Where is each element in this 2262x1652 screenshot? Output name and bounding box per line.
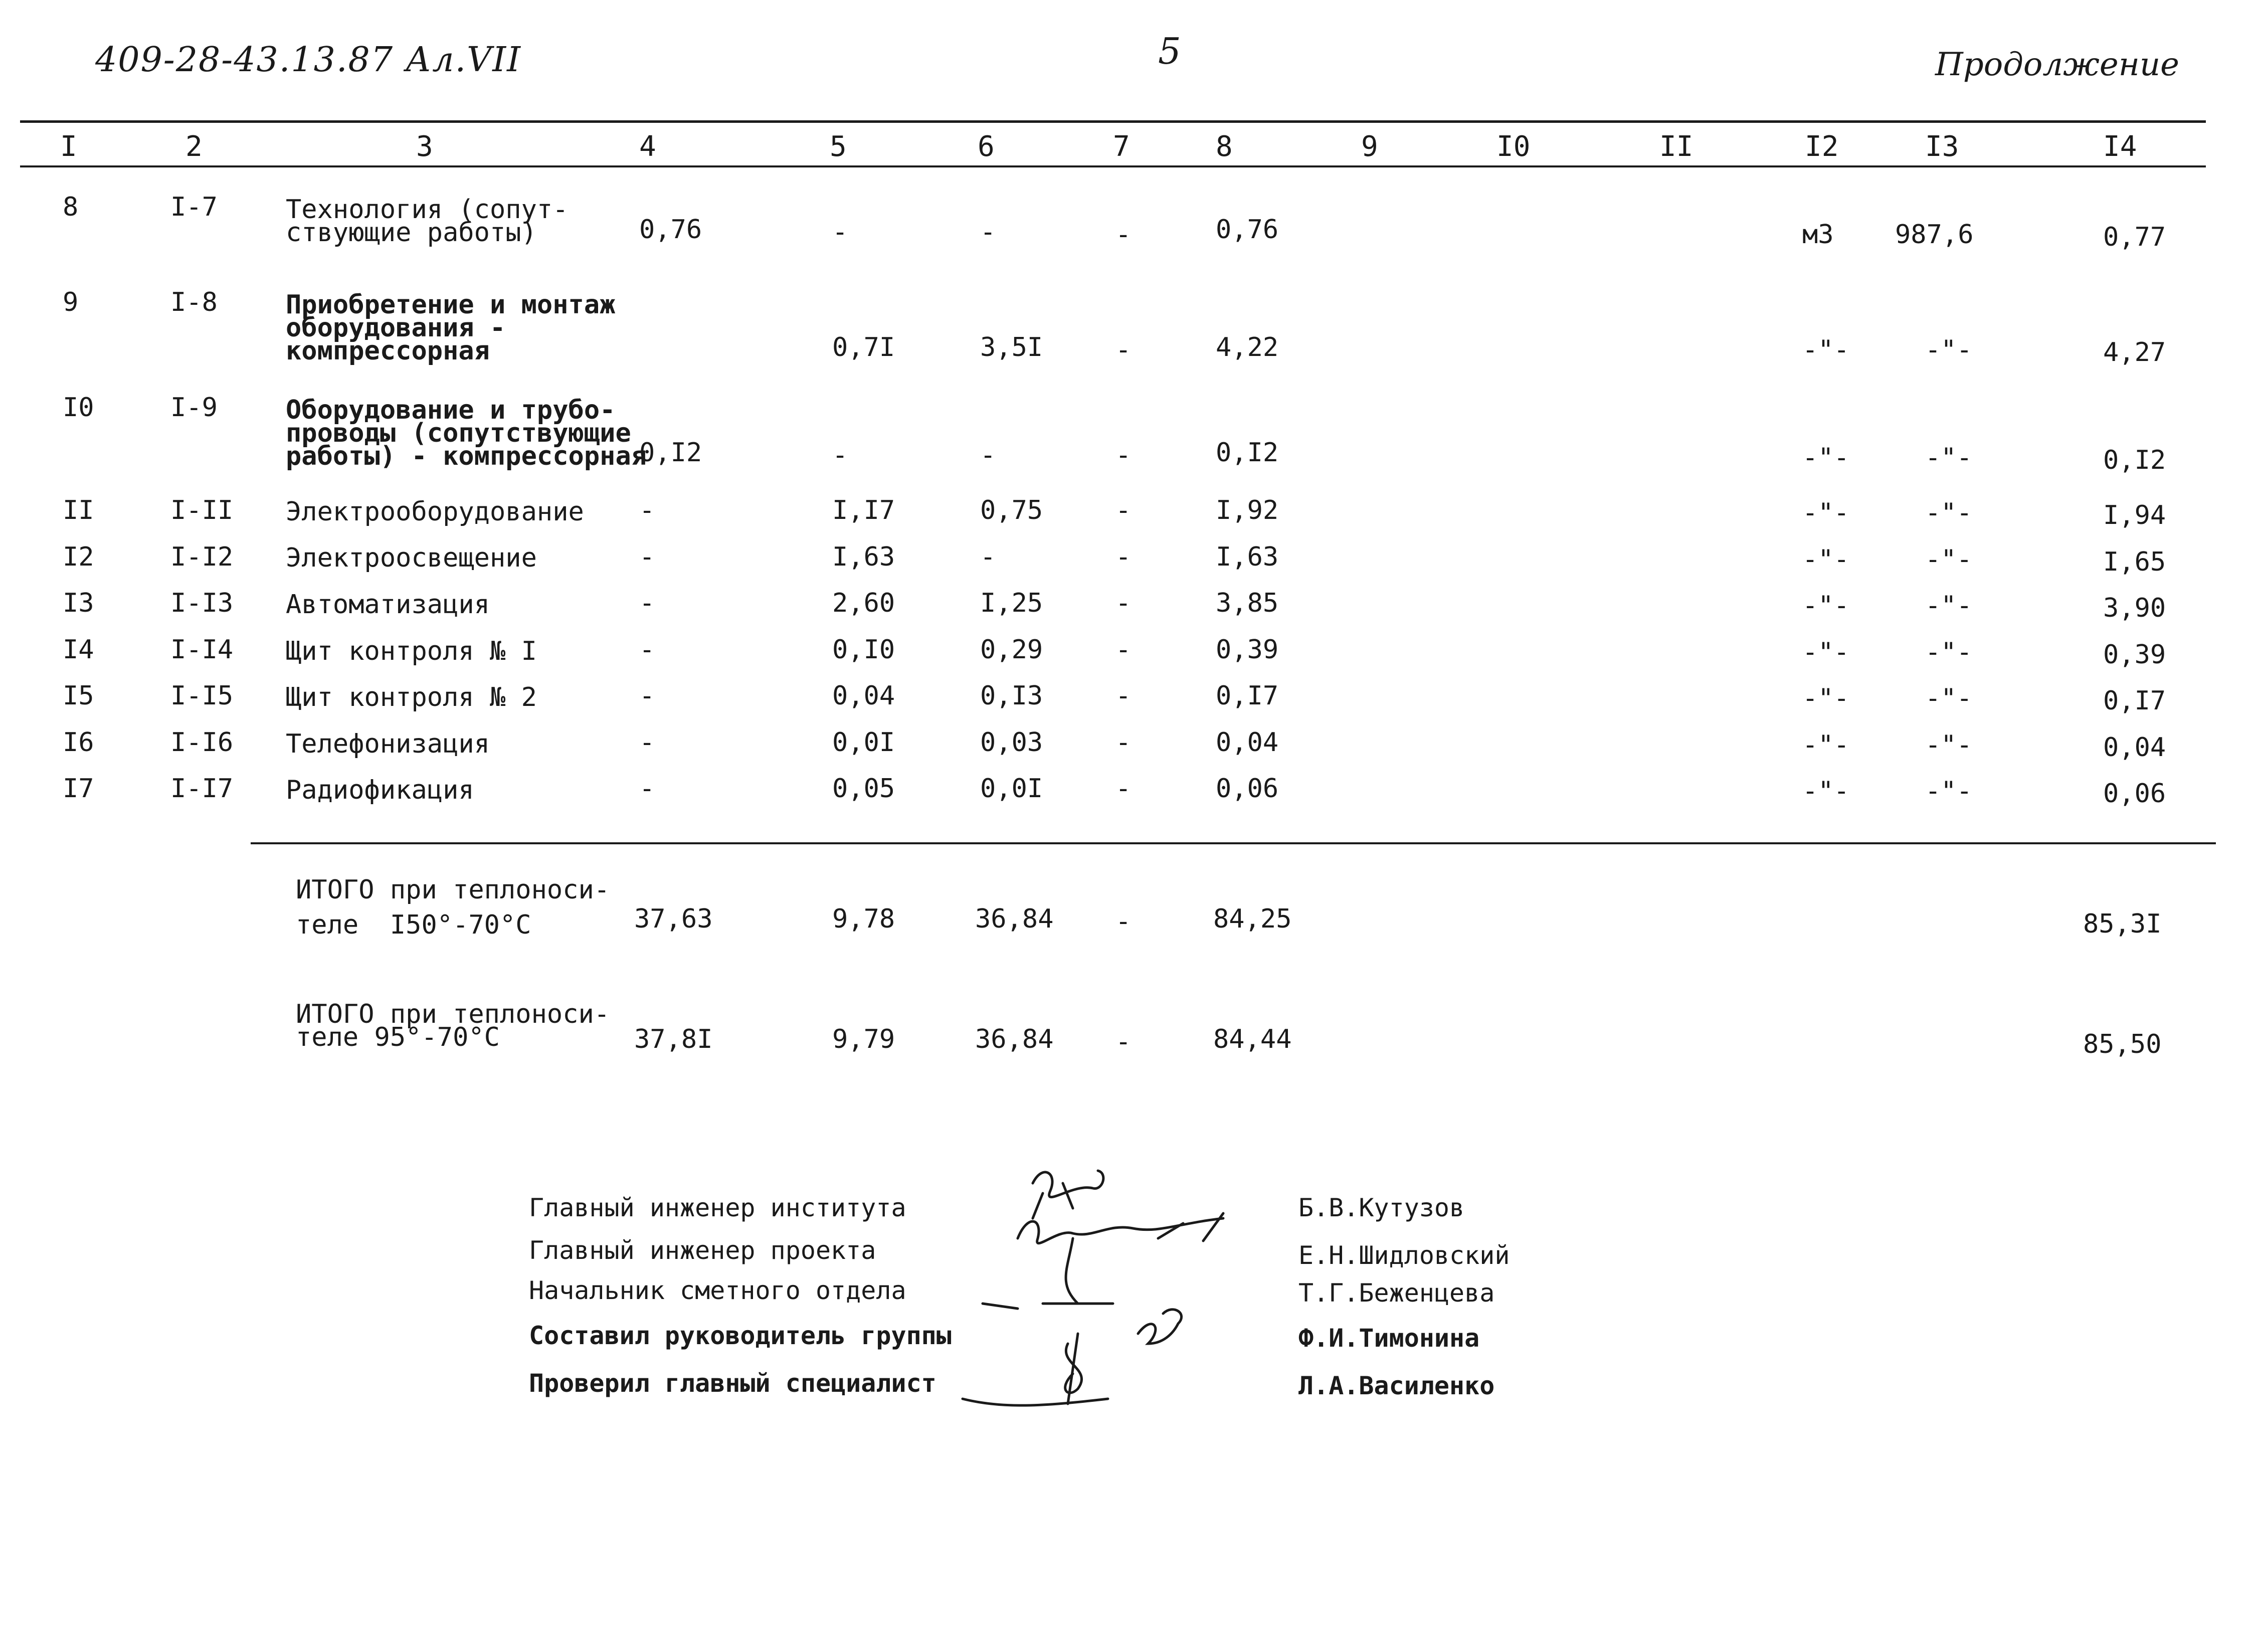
column-header: I	[60, 130, 77, 163]
total-col7: -	[1115, 906, 1132, 937]
cell-number: I0	[63, 393, 94, 423]
cell-description: Щит контроля № I	[286, 636, 537, 666]
cell-col5: 0,7I	[832, 332, 895, 362]
cell-col12: -"-	[1802, 591, 1849, 621]
cell-col4: 0,76	[639, 215, 702, 245]
column-header: 2	[185, 130, 203, 163]
cell-col8: 0,I7	[1216, 681, 1279, 711]
cell-number: I7	[63, 774, 94, 804]
cell-col4: -	[639, 774, 655, 804]
cell-col14: 0,04	[2103, 732, 2166, 763]
cell-number: 8	[63, 192, 79, 222]
cell-description: Электроосвещение	[286, 543, 537, 573]
column-header: I0	[1496, 130, 1531, 163]
signature-name: Б.В.Кутузов	[1298, 1193, 1465, 1222]
total-col6: 36,84	[975, 1024, 1054, 1054]
document-number: 409-28-43.13.87 Ал.VII	[95, 40, 521, 80]
cell-col14: 3,90	[2103, 593, 2166, 623]
cell-col8: I,63	[1216, 542, 1279, 572]
column-header: II	[1659, 130, 1693, 163]
cell-col6: 0,03	[980, 727, 1043, 758]
cell-col5: I,63	[832, 542, 895, 572]
cell-col12: -"-	[1802, 730, 1849, 760]
cell-col6: -	[980, 542, 996, 572]
cell-col4: -	[639, 635, 655, 665]
cell-col12: -"-	[1802, 776, 1849, 806]
cell-col8: 3,85	[1216, 588, 1279, 618]
cell-description: Электрооборудование	[286, 497, 584, 527]
signature-role: Начальник сметного отдела	[529, 1276, 906, 1305]
signature-name: Ф.И.Тимонина	[1298, 1324, 1480, 1353]
cell-col12: -"-	[1802, 335, 1849, 365]
signature-role: Главный инженер проекта	[529, 1236, 876, 1265]
cell-col7: -	[1115, 635, 1132, 665]
column-header: 4	[639, 130, 656, 163]
cell-col4: 0,I2	[639, 438, 702, 468]
column-header: I4	[2103, 130, 2137, 163]
cell-col6: 0,29	[980, 635, 1043, 665]
cell-col13: -"-	[1925, 498, 1972, 528]
cell-col7: -	[1115, 774, 1132, 804]
cell-col7: -	[1115, 588, 1132, 618]
cell-col5: 0,05	[832, 774, 895, 804]
signature-role: Проверил главный специалист	[529, 1369, 936, 1398]
totals-rule	[251, 842, 2216, 844]
cell-number: I5	[63, 681, 94, 711]
cell-col8: 0,04	[1216, 727, 1279, 758]
column-header: 6	[978, 130, 995, 163]
total-col8: 84,44	[1213, 1024, 1292, 1054]
cell-col13: -"-	[1925, 683, 1972, 713]
cell-col13: -"-	[1925, 730, 1972, 760]
continuation-label: Продолжение	[1935, 46, 2180, 83]
total-description: ИТОГО при теплоноси- теле I50°-70°С	[296, 875, 610, 940]
column-header: 8	[1216, 130, 1233, 163]
cell-col7: -	[1115, 440, 1132, 470]
cell-col4: -	[639, 727, 655, 758]
cell-col7: -	[1115, 495, 1132, 525]
cell-col12: -"-	[1802, 544, 1849, 575]
cell-col8: 0,06	[1216, 774, 1279, 804]
cell-description: Технология (сопут- ствующие работы)	[286, 195, 569, 248]
cell-col5: I,I7	[832, 495, 895, 525]
cell-number: I4	[63, 635, 94, 665]
total-col8: 84,25	[1213, 904, 1292, 934]
cell-description: Телефонизация	[286, 729, 490, 759]
cell-col12: м3	[1802, 220, 1834, 250]
column-header: 9	[1361, 130, 1378, 163]
cell-col5: 0,04	[832, 681, 895, 711]
cell-number: I3	[63, 588, 94, 618]
cell-col12: -"-	[1802, 443, 1849, 473]
cell-col13: -"-	[1925, 591, 1972, 621]
column-header: 5	[830, 130, 847, 163]
total-col7: -	[1115, 1027, 1132, 1057]
cell-col13: -"-	[1925, 335, 1972, 365]
total-col4: 37,8I	[634, 1024, 713, 1054]
cell-col4: -	[639, 495, 655, 525]
cell-code: I-I5	[170, 681, 234, 711]
total-col4: 37,63	[634, 904, 713, 934]
cell-code: I-II	[170, 495, 234, 525]
cell-col6: 3,5I	[980, 332, 1043, 362]
cell-number: I6	[63, 727, 94, 758]
cell-code: I-I3	[170, 588, 234, 618]
cell-col14: 0,06	[2103, 779, 2166, 809]
cell-col5: -	[832, 440, 848, 470]
cell-col4: -	[639, 542, 655, 572]
cell-number: I2	[63, 542, 94, 572]
cell-col14: I,65	[2103, 547, 2166, 577]
column-header: I3	[1925, 130, 1959, 163]
cell-col6: 0,75	[980, 495, 1043, 525]
cell-description: Оборудование и трубо- проводы (сопутствующие работы) - компрессорная	[286, 395, 647, 471]
cell-col7: -	[1115, 542, 1132, 572]
cell-col8: 0,I2	[1216, 438, 1279, 468]
cell-description: Радиофикация	[286, 775, 474, 805]
cell-code: I-9	[170, 393, 218, 423]
cell-col13: -"-	[1925, 776, 1972, 806]
total-col6: 36,84	[975, 904, 1054, 934]
cell-col8: I,92	[1216, 495, 1279, 525]
cell-col6: 0,0I	[980, 774, 1043, 804]
cell-col6: -	[980, 440, 996, 470]
cell-col12: -"-	[1802, 637, 1849, 667]
cell-col13: -"-	[1925, 544, 1972, 575]
cell-description: Автоматизация	[286, 590, 490, 620]
cell-code: I-I4	[170, 635, 234, 665]
total-col14: 85,3I	[2083, 909, 2162, 939]
cell-col12: -"-	[1802, 683, 1849, 713]
column-header: 7	[1113, 130, 1130, 163]
cell-col7: -	[1115, 681, 1132, 711]
cell-code: I-8	[170, 287, 218, 317]
cell-description: Приобретение и монтаж оборудования - компрессорная	[286, 290, 616, 366]
cell-col13: -"-	[1925, 637, 1972, 667]
cell-description: Щит контроля № 2	[286, 682, 537, 712]
cell-col6: I,25	[980, 588, 1043, 618]
cell-col4: -	[639, 588, 655, 618]
cell-col8: 4,22	[1216, 332, 1279, 362]
cell-col14: 4,27	[2103, 337, 2166, 368]
table-top-rule	[20, 120, 2206, 123]
total-col14: 85,50	[2083, 1029, 2162, 1059]
column-header: I2	[1805, 130, 1839, 163]
cell-col14: 0,77	[2103, 222, 2166, 252]
cell-number: II	[63, 495, 94, 525]
page-number: 5	[1158, 30, 1181, 72]
cell-col6: -	[980, 217, 996, 247]
handwritten-signatures	[942, 1153, 1263, 1414]
cell-col5: 0,0I	[832, 727, 895, 758]
cell-code: I-I2	[170, 542, 234, 572]
signature-name: Е.Н.Шидловский	[1298, 1241, 1510, 1270]
signature-name: Т.Г.Беженцева	[1298, 1278, 1495, 1308]
cell-col13: -"-	[1925, 443, 1972, 473]
cell-col13: 987,6	[1895, 220, 1974, 250]
cell-col6: 0,I3	[980, 681, 1043, 711]
cell-col5: 2,60	[832, 588, 895, 618]
cell-code: I-7	[170, 192, 218, 222]
cell-col4: -	[639, 681, 655, 711]
total-description: ИТОГО при теплоноси- теле 95°-70°С	[296, 999, 610, 1052]
cell-col7: -	[1115, 727, 1132, 758]
cell-col14: 0,39	[2103, 640, 2166, 670]
signature-name: Л.А.Василенко	[1298, 1371, 1495, 1400]
cell-col14: I,94	[2103, 500, 2166, 530]
cell-col14: 0,I7	[2103, 686, 2166, 716]
signature-role: Составил руководитель группы	[529, 1321, 952, 1350]
cell-number: 9	[63, 287, 79, 317]
column-header: 3	[416, 130, 433, 163]
cell-col5: -	[832, 217, 848, 247]
cell-col12: -"-	[1802, 498, 1849, 528]
cell-col14: 0,I2	[2103, 445, 2166, 475]
cell-col7: -	[1115, 335, 1132, 365]
total-col5: 9,78	[832, 904, 895, 934]
cell-col7: -	[1115, 220, 1132, 250]
header-bottom-rule	[20, 165, 2206, 167]
total-col5: 9,79	[832, 1024, 895, 1054]
cell-code: I-I7	[170, 774, 234, 804]
signature-role: Главный инженер института	[529, 1193, 906, 1222]
cell-col5: 0,I0	[832, 635, 895, 665]
cell-code: I-I6	[170, 727, 234, 758]
cell-col8: 0,39	[1216, 635, 1279, 665]
cell-col8: 0,76	[1216, 215, 1279, 245]
